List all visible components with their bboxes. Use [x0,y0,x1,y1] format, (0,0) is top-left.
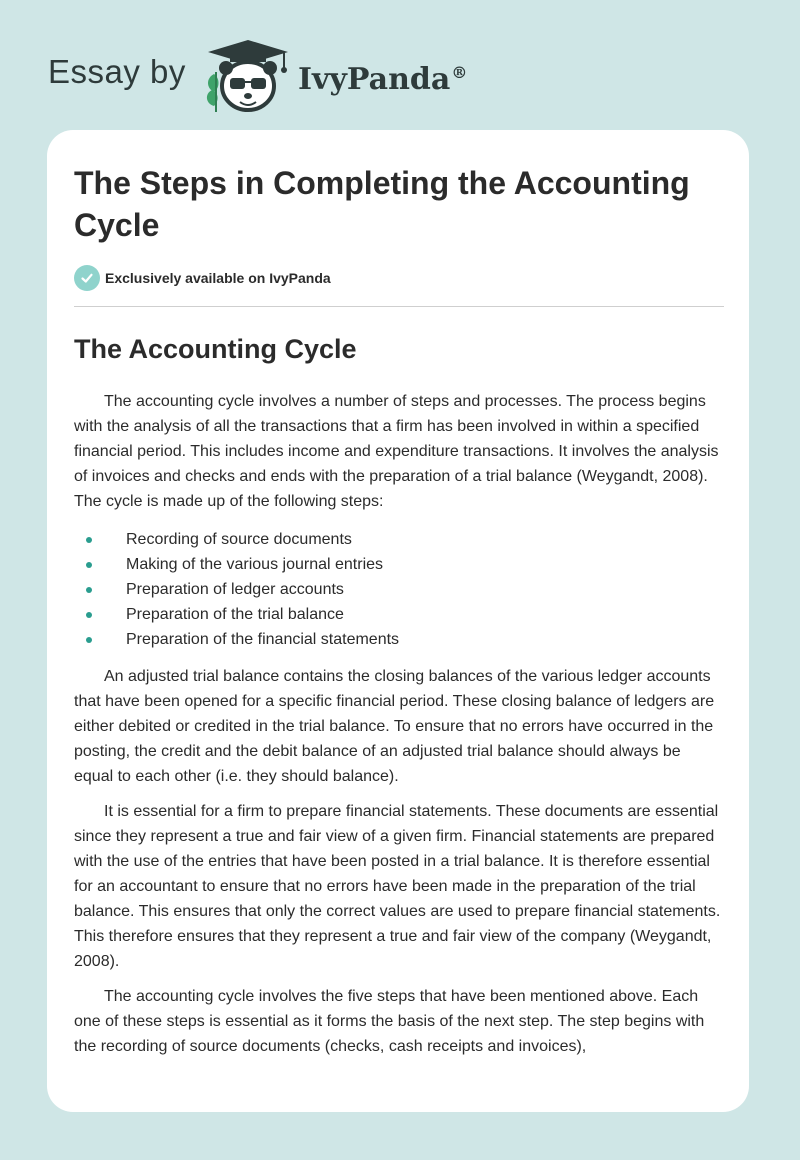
exclusive-badge [74,264,724,292]
steps-list [74,527,724,652]
exclusive-label: Exclusively available on IvyPanda [105,270,331,286]
title-divider [74,306,724,307]
list-item: Preparation of the financial statements [74,627,724,652]
logo-wordmark[interactable]: IvyPanda® [298,62,468,97]
section-heading: The Accounting Cycle [74,334,357,364]
bullet-icon [86,562,92,568]
list-item: Making of the various journal entries [74,552,724,577]
paragraph-4: The accounting cycle involves the five steps that have been mentioned above. Each one of these steps is essential as it forms the basis of the next step. The step begins with the recording of source documents (checks, cash receipts and invoices), [74,988,705,1055]
article-title: The Steps in Completing the Accounting Cycle [74,165,690,243]
panda-logo-icon[interactable] [200,34,296,114]
paragraph-1: The accounting cycle involves a number of steps and processes. The process begins with the analysis of all the transactions that a firm has been involved in within a specified financial period. This includes income and expenditure transactions. It involves the analysis of invoices and checks and ends with the preparation of a trial balance (Weygandt, 2008). The cycle is made up of the following steps: [74,393,719,510]
bullet-icon [86,612,92,618]
site-header [0,0,800,130]
list-item: Preparation of ledger accounts [74,577,724,602]
article-card [47,130,749,1112]
paragraph-3: It is essential for a firm to prepare financial statements. These documents are essential since they represent a true and fair view of a given firm. Financial statements are prepared with the use of the entries that have been posted in a trial balance. It is therefore essential for an accountant to ensure that no errors have been made in the preparation of the trial balance. This ensures that only the correct values are used to prepare financial statements. This therefore ensures that they represent a true and fair view of the company (Weygandt, 2008). [74,803,721,970]
bullet-icon [86,587,92,593]
registered-mark: ® [451,63,468,82]
list-item: Preparation of the trial balance [74,602,724,627]
check-icon [74,265,100,291]
brand-prefix: Essay by [48,53,186,90]
paragraph-2: An adjusted trial balance contains the closing balances of the various ledger accounts that have been opened for a specific financial period. These closing balance of ledgers are either debited or credited in the trial balance. To ensure that no errors have occurred in the posting, the credit and the debit balance of an adjusted trial balance should always be equal to each other (i.e. they should balance). [74,668,715,785]
list-item: Recording of source documents [74,527,724,552]
article-content [74,162,724,1059]
bullet-icon [86,637,92,643]
bullet-icon [86,537,92,543]
